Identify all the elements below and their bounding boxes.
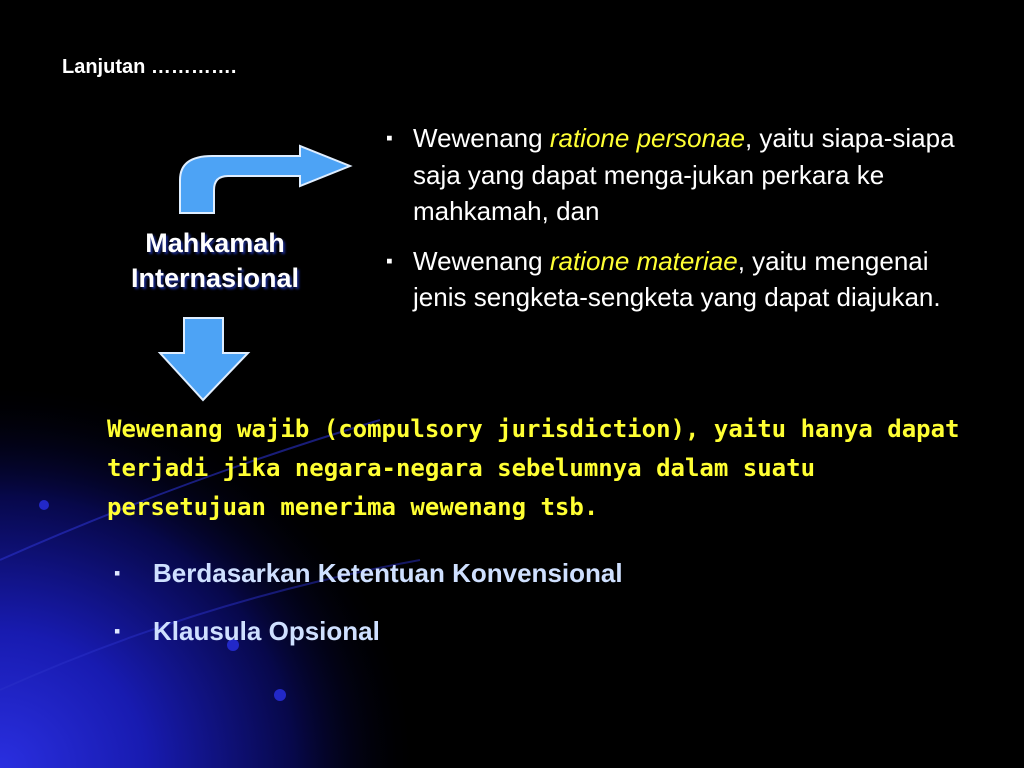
organization-label-line: Mahkamah: [145, 228, 285, 258]
curved-right-arrow-icon: [180, 146, 350, 213]
jurisdiction-prefix: Wewenang: [413, 123, 550, 153]
square-bullet-icon: ▪: [114, 563, 121, 583]
jurisdiction-list: [384, 120, 984, 329]
jurisdiction-description: , yaitu siapa-siapa saja yang dapat menga-jukan perkara ke mahkamah, dan: [413, 123, 955, 226]
organization-label: [88, 226, 342, 296]
organization-label-line: Internasional: [130, 263, 300, 293]
basis-label: Klausula Opsional: [153, 616, 380, 646]
slide-heading: Lanjutan ………….: [62, 56, 237, 78]
basis-label: Berdasarkan Ketentuan Konvensional: [153, 558, 623, 588]
jurisdiction-item: [384, 120, 984, 230]
jurisdiction-prefix: Wewenang: [413, 245, 550, 276]
basis-item: [114, 553, 623, 611]
jurisdiction-description: , yaitu mengenai jenis sengketa-sengketa yang dapat diajukan.: [413, 245, 941, 312]
square-bullet-icon: ▪: [386, 128, 393, 149]
jurisdiction-term: ratione personae: [549, 123, 745, 153]
square-bullet-icon: ▪: [114, 621, 121, 641]
jurisdiction-item: [384, 243, 984, 316]
compulsory-jurisdiction-text: Wewenang wajib (compulsory jurisdiction), yaitu hanya dapat terjadi jika negara-negara sebelumnya dalam suatu persetujuan menerima wewenang tsb.: [107, 415, 960, 521]
jurisdiction-term: ratione materiae: [549, 245, 738, 276]
down-arrow-icon: [160, 318, 248, 400]
basis-item: [114, 611, 623, 669]
square-bullet-icon: ▪: [386, 250, 393, 272]
basis-list: [114, 553, 623, 669]
